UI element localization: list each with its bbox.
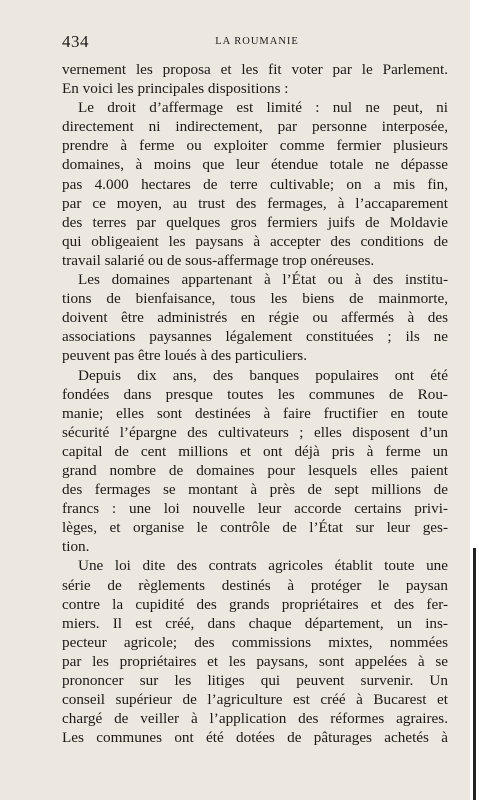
page-number: 434	[62, 32, 89, 51]
text-line: Le droit d’affermage est limité : nul ne peut, ni	[78, 99, 448, 117]
text-line: associations paysannes légalement constituées ; ils ne	[62, 328, 448, 346]
paragraph	[62, 556, 448, 747]
running-head	[62, 32, 452, 52]
text-line: contre la cupidité des grands propriétaires et des fer-	[62, 595, 448, 613]
text-line: domaines, à moins que leur étendue totale ne dépasse	[62, 156, 448, 174]
text-line: prononcer sur les litiges qui peuvent survenir. Un	[62, 672, 448, 689]
text-line: lèges, et organise le contrôle de l’État sur leur ges-	[62, 519, 448, 537]
text-line: qui obligeaient les paysans à accepter des conditions de	[62, 232, 448, 250]
text-line: travail salarié ou de sous-affermage trop onéreuses.	[62, 251, 375, 269]
text-line: sécurité l’épargne des cultivateurs ; elles disposent d’un	[62, 423, 448, 441]
text-line: chargé de veiller à l’application des réformes agraires.	[62, 710, 448, 728]
text-line: tions de bienfaisance, tous les biens de mainmorte,	[62, 290, 448, 308]
page-edge-shadow	[473, 548, 476, 800]
text-line: peuvent pas être loués à des particuliers.	[62, 347, 308, 365]
text-line: fondées dans presque toutes les communes de Rou-	[62, 385, 448, 403]
text-line: Les communes ont été dotées de pâturages achetés à	[62, 729, 448, 747]
text-line: par ce moyen, au trust des fermages, à l’accaparement	[62, 194, 448, 212]
text-line: des terres par quelques gros fermiers juifs de Moldavie	[62, 213, 448, 231]
text-line: doivent être administrés en régie ou affermés à des	[62, 309, 448, 327]
text-line: par les propriétaires et les paysans, sont appelées à se	[62, 652, 448, 670]
text-line: vernement les proposa et les fit voter par le Parlement.	[62, 61, 448, 78]
text-line: Depuis dix ans, des banques populaires ont été	[78, 366, 448, 384]
text-line: Les domaines appartenant à l’État ou à des institu-	[78, 271, 448, 289]
text-line: tion.	[62, 538, 90, 556]
text-line: miers. Il est créé, dans chaque département, un ins-	[62, 614, 448, 632]
page-edge	[470, 0, 488, 800]
text-line: En voici les principales dispositions :	[62, 80, 289, 98]
text-line: francs : une loi nouvelle leur accorde certains privi-	[62, 500, 448, 518]
text-line: directement ni indirectement, par personne interposée,	[62, 118, 448, 136]
text-line: série de règlements destinés à protéger le paysan	[62, 576, 448, 594]
text-line: conseil supérieur de l’agriculture est créé à Bucarest et	[62, 691, 448, 709]
running-title: LA ROUMANIE	[215, 36, 299, 47]
text-line: pecteur agricole; des commissions mixtes, nommées	[62, 633, 448, 651]
paragraph	[62, 60, 448, 98]
text-line: manie; elles sont destinées à faire fructifier en toute	[62, 404, 448, 422]
text-line: grand nombre de domaines pour lesquels elles paient	[62, 461, 448, 479]
body-text	[62, 60, 448, 747]
text-line: prendre à ferme ou exploiter comme fermier plusieurs	[62, 137, 448, 155]
paragraph	[62, 98, 448, 270]
paragraph	[62, 366, 448, 557]
text-line: des fermages se montant à près de sept millions de	[62, 481, 448, 499]
text-line: Une loi dite des contrats agricoles établit toute une	[78, 557, 448, 575]
paragraph	[62, 270, 448, 365]
text-line: pas 4.000 hectares de terre cultivable; on a mis fin,	[62, 175, 448, 193]
text-line: capital de cent millions et ont déjà pris à ferme un	[62, 442, 448, 460]
